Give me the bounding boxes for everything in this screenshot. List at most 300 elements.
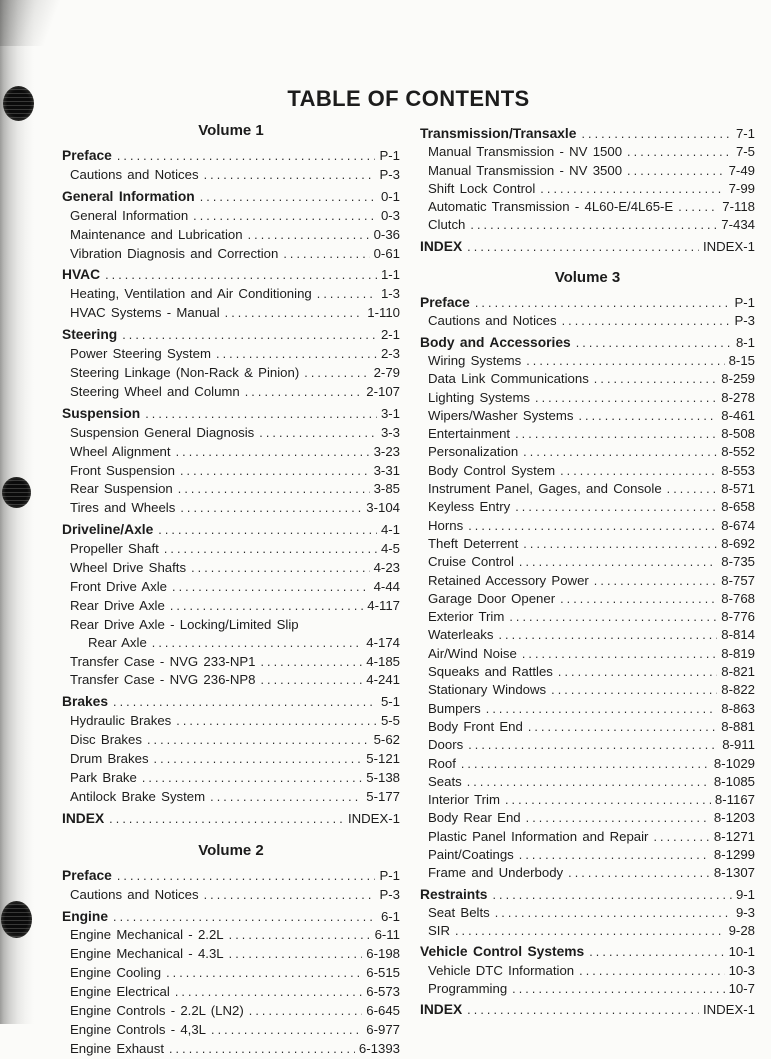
dot-leader — [468, 518, 717, 535]
toc-page-number: 8-911 — [722, 737, 755, 753]
toc-page-number: 8-15 — [728, 352, 755, 368]
toc-page-number: 8-1307 — [713, 865, 755, 881]
toc-page-number: INDEX-1 — [347, 810, 400, 826]
toc-entry — [62, 443, 400, 462]
toc-entry — [420, 407, 755, 425]
dot-leader — [468, 737, 718, 754]
toc-page-number: 3-85 — [373, 481, 400, 497]
toc-section-heading — [62, 326, 400, 345]
dot-leader — [216, 346, 377, 364]
toc-entry — [62, 245, 400, 264]
toc-entry — [420, 846, 755, 864]
toc-section-heading — [62, 867, 400, 886]
toc-page-number: 9-3 — [735, 904, 755, 920]
toc-entry — [62, 424, 400, 443]
dot-leader — [304, 365, 369, 383]
toc-entry-label: Steering Wheel and Column — [70, 383, 240, 399]
toc-page-number: 8-863 — [721, 700, 755, 716]
toc-entry-label: Plastic Panel Information and Repair — [428, 828, 649, 844]
toc-page-number: 8-1085 — [713, 773, 755, 789]
toc-entry — [420, 809, 755, 827]
toc-entry-label: Wipers/Washer Systems — [428, 407, 574, 423]
toc-entry — [62, 788, 400, 807]
toc-entry — [420, 143, 755, 161]
toc-section — [420, 238, 755, 256]
toc-entry-label: Engine Controls - 2.2L (LN2) — [70, 1003, 244, 1019]
toc-entry-label: Programming — [428, 981, 508, 997]
dot-leader — [562, 313, 731, 330]
toc-entry — [62, 166, 400, 185]
dot-leader — [519, 847, 710, 864]
dot-leader — [475, 295, 731, 312]
dot-leader — [581, 126, 731, 143]
toc-entry — [62, 364, 400, 383]
toc-page-number: P-1 — [379, 867, 400, 883]
toc-entry-label: Waterleaks — [428, 627, 494, 643]
toc-entry — [420, 773, 755, 791]
toc-page-number: P-3 — [734, 313, 755, 329]
toc-entry-label: Transfer Case - NVG 236-NP8 — [70, 672, 256, 688]
dot-leader — [589, 944, 724, 961]
toc-entry — [62, 671, 400, 690]
toc-entry-label: Preface — [62, 148, 112, 163]
toc-entry-label: Exterior Trim — [428, 609, 505, 625]
toc-entry — [62, 597, 400, 616]
toc-entry-label: Engine Cooling — [70, 965, 162, 981]
toc-entry-label: INDEX — [62, 810, 105, 826]
toc-entry — [420, 553, 755, 571]
toc-entry-label: Seat Belts — [428, 904, 490, 920]
dot-leader — [105, 267, 377, 285]
toc-entry — [62, 945, 400, 964]
toc-page-number: 5-62 — [373, 732, 400, 748]
toc-entry-label: Maintenance and Lubrication — [70, 226, 243, 242]
toc-page-number: 8-768 — [721, 590, 755, 606]
toc-entry — [62, 462, 400, 481]
toc-page-number: INDEX-1 — [702, 1002, 755, 1018]
volume-heading: Volume 3 — [554, 269, 621, 287]
dot-leader — [172, 579, 370, 597]
toc-entry — [420, 755, 755, 773]
toc-page-number: 4-174 — [366, 634, 400, 650]
toc-entry — [420, 352, 755, 370]
dot-leader — [117, 868, 376, 886]
dot-leader — [653, 829, 709, 846]
toc-entry — [420, 425, 755, 443]
toc-entry-label: Preface — [420, 295, 470, 311]
dot-leader — [180, 500, 362, 518]
toc-entry — [420, 162, 755, 180]
toc-page-number: 6-515 — [366, 965, 400, 981]
toc-page-number: 8-757 — [721, 572, 755, 588]
toc-entry — [62, 926, 400, 945]
dot-leader — [113, 694, 377, 712]
dot-leader — [117, 148, 376, 166]
toc-entry-label: Rear Drive Axle — [70, 597, 165, 613]
dot-leader — [522, 646, 717, 663]
toc-entry-label: SIR — [428, 923, 450, 939]
dot-leader — [523, 536, 717, 553]
toc-entry-label: Body Front End — [428, 718, 523, 734]
dot-leader — [145, 406, 377, 424]
toc-page-number: P-3 — [379, 886, 400, 902]
dot-leader — [515, 499, 717, 516]
dot-leader — [113, 909, 377, 927]
toc-entry-continuation — [62, 634, 400, 653]
toc-entry-label: Bumpers — [428, 700, 481, 716]
toc-section-heading — [420, 125, 755, 143]
toc-entry — [62, 886, 400, 905]
toc-entry-label: Transfer Case - NVG 233-NP1 — [70, 653, 256, 669]
toc-page-number: 5-177 — [366, 788, 400, 804]
toc-page-number: 8-692 — [721, 535, 755, 551]
toc-entry-label: Garage Door Opener — [428, 590, 556, 606]
toc-entry-label: Doors — [428, 737, 464, 753]
toc-entry — [420, 535, 755, 553]
toc-section — [420, 294, 755, 331]
toc-page-number: 1-3 — [380, 286, 400, 302]
dot-leader — [152, 635, 362, 653]
toc-entry-label: INDEX — [420, 1002, 463, 1018]
dot-leader — [169, 1041, 355, 1059]
toc-section — [62, 326, 400, 402]
dot-leader — [515, 426, 717, 443]
toc-section — [62, 521, 400, 690]
dot-leader — [176, 444, 370, 462]
toc-page-number: 8-776 — [721, 609, 755, 625]
toc-entry-label: Brakes — [62, 694, 109, 710]
toc-entry-label: Suspension — [62, 405, 141, 421]
toc-entry — [62, 226, 400, 245]
toc-page-number: P-1 — [379, 148, 400, 163]
toc-section-heading — [62, 693, 400, 712]
toc-entry-label: Clutch — [428, 217, 466, 233]
toc-page-number: 3-3 — [380, 424, 400, 440]
toc-page-number: 4-241 — [366, 672, 400, 688]
toc-entry — [420, 645, 755, 663]
dot-leader — [551, 682, 717, 699]
toc-entry — [420, 736, 755, 754]
toc-page-number: 1-110 — [367, 305, 400, 321]
toc-entry-label: Vehicle Control Systems — [420, 944, 585, 960]
toc-page-number: 0-3 — [380, 207, 400, 223]
toc-entry — [420, 904, 755, 922]
toc-page-number: 6-645 — [366, 1003, 400, 1019]
dot-leader — [523, 444, 717, 461]
toc-entry-label: Disc Brakes — [70, 732, 142, 748]
toc-page-number: 8-1299 — [713, 846, 755, 862]
toc-section-heading — [420, 238, 755, 256]
toc-entry-label: Interior Trim — [428, 792, 500, 808]
toc-entry-label: Hydraulic Brakes — [70, 713, 172, 729]
toc-page-number: 8-553 — [721, 462, 755, 478]
dot-leader — [283, 246, 369, 264]
dot-leader — [109, 811, 344, 829]
toc-section-heading — [62, 405, 400, 424]
dot-leader — [260, 654, 362, 672]
toc-section — [62, 867, 400, 905]
toc-page-number: 8-735 — [721, 554, 755, 570]
toc-page-number: 8-1 — [735, 334, 755, 350]
toc-entry-label: Lighting Systems — [428, 389, 531, 405]
toc-entry-label: Seats — [428, 773, 462, 789]
toc-entry — [62, 964, 400, 983]
dot-leader — [540, 181, 724, 198]
toc-page-number: 8-508 — [721, 426, 755, 442]
dot-leader — [210, 789, 362, 807]
toc-entry-label: Tires and Wheels — [70, 500, 176, 516]
toc-entry — [420, 480, 755, 498]
toc-entry-label: HVAC — [62, 267, 101, 283]
dot-leader — [526, 353, 724, 370]
toc-entry-label: Wiring Systems — [428, 352, 522, 368]
toc-entry — [420, 216, 755, 234]
toc-page-number: 2-3 — [380, 346, 400, 362]
toc-entry — [420, 370, 755, 388]
toc-section — [62, 810, 400, 829]
toc-page-number: 2-107 — [366, 383, 400, 399]
dot-leader — [498, 627, 717, 644]
toc-entry-label: Stationary Windows — [428, 682, 547, 698]
toc-section — [62, 693, 400, 806]
toc-page-number: 8-461 — [721, 407, 755, 423]
dot-leader — [178, 481, 370, 499]
toc-entry-label: Air/Wind Noise — [428, 645, 517, 661]
toc-page-number: 5-121 — [366, 751, 400, 767]
dot-leader — [164, 541, 377, 559]
toc-entry-label: Theft Deterrent — [428, 535, 519, 551]
toc-entry — [62, 559, 400, 578]
toc-entry — [420, 980, 755, 998]
toc-page-number: 7-434 — [721, 217, 755, 233]
dot-leader — [492, 887, 731, 904]
toc-section-heading — [62, 188, 400, 207]
toc-entry-label: Engine Controls - 4,3L — [70, 1021, 207, 1037]
toc-entry-label: Engine Mechanical - 4.3L — [70, 946, 224, 962]
toc-entry-label: Frame and Underbody — [428, 865, 564, 881]
toc-entry-label: Body Rear End — [428, 810, 521, 826]
dot-leader — [461, 756, 710, 773]
toc-page-number: 9-1 — [735, 886, 755, 902]
toc-entry-label: Shift Lock Control — [428, 180, 536, 196]
dot-leader — [154, 751, 363, 769]
toc-entry — [62, 750, 400, 769]
toc-entry — [420, 517, 755, 535]
toc-entry — [62, 731, 400, 750]
toc-page-number: 3-31 — [373, 462, 400, 478]
toc-page-number: 3-23 — [373, 443, 400, 459]
dot-leader — [158, 522, 377, 540]
toc-entry-label: Heating, Ventilation and Air Conditioning — [70, 286, 312, 302]
toc-entry — [62, 540, 400, 559]
dot-leader — [193, 208, 377, 226]
toc-page-number: 6-977 — [366, 1021, 400, 1037]
dot-leader — [470, 217, 717, 234]
toc-entry-label: Cautions and Notices — [70, 166, 199, 182]
dot-leader — [594, 371, 717, 388]
toc-entry — [420, 962, 755, 980]
toc-entry — [62, 983, 400, 1002]
toc-entry — [420, 312, 755, 330]
toc-entry-label: Power Steering System — [70, 346, 211, 362]
toc-entry — [420, 198, 755, 216]
toc-entry-label: Manual Transmission - NV 1500 — [428, 144, 623, 160]
toc-entry-label: Keyless Entry — [428, 499, 511, 515]
toc-entry-label: HVAC Systems - Manual — [70, 305, 220, 321]
toc-page-number: 1-1 — [380, 267, 400, 283]
toc-page-number: 8-552 — [721, 444, 755, 460]
toc-page-number: P-1 — [734, 295, 755, 311]
toc-page-number: 7-99 — [728, 180, 755, 196]
toc-page-number: 6-1 — [380, 908, 400, 924]
toc-entry — [62, 345, 400, 364]
toc-section-heading — [62, 521, 400, 540]
toc-entry-label: Horns — [428, 517, 464, 533]
toc-page-number: 8-1029 — [713, 755, 755, 771]
toc-section — [420, 886, 755, 941]
toc-page-number: 4-5 — [380, 541, 400, 557]
dot-leader — [467, 1002, 699, 1019]
dot-leader — [535, 390, 717, 407]
toc-entry — [62, 480, 400, 499]
toc-column-left — [62, 122, 400, 1059]
toc-page-number: 10-7 — [728, 981, 755, 997]
toc-entry-label: Propeller Shaft — [70, 541, 159, 557]
toc-entry-label: Transmission/Transaxle — [420, 126, 577, 141]
toc-entry-label: Engine Mechanical - 2.2L — [70, 927, 224, 943]
toc-entry — [420, 498, 755, 516]
toc-entry — [62, 383, 400, 402]
toc-entry-label: Wheel Drive Shafts — [70, 560, 187, 576]
toc-entry-label: Preface — [62, 867, 112, 883]
toc-entry-label: Cautions and Notices — [428, 313, 557, 329]
toc-page-number: 8-881 — [721, 718, 755, 734]
toc-entry-label: Cruise Control — [428, 554, 514, 570]
toc-page-number: 8-1167 — [714, 792, 755, 808]
toc-entry-label: Personalization — [428, 444, 519, 460]
toc-section — [62, 908, 400, 1059]
toc-entry — [62, 616, 400, 634]
toc-page-number: 8-819 — [721, 645, 755, 661]
toc-entry — [420, 180, 755, 198]
toc-entry-label: Rear Axle — [88, 634, 147, 650]
toc-entry-label: General Information — [62, 188, 195, 204]
toc-page-number: 6-11 — [374, 927, 400, 943]
toc-section-heading — [420, 886, 755, 904]
dot-leader — [467, 774, 710, 791]
toc-page-number: 8-1203 — [713, 810, 755, 826]
toc-section-heading — [62, 266, 400, 285]
dot-leader — [558, 664, 717, 681]
toc-section-heading — [420, 1001, 755, 1019]
toc-page-number: 8-674 — [721, 517, 755, 533]
toc-entry — [62, 304, 400, 323]
dot-leader — [249, 1003, 362, 1021]
toc-entry-label: Park Brake — [70, 770, 137, 785]
toc-section — [420, 334, 755, 883]
toc-page-number: 8-1271 — [713, 828, 755, 844]
dot-leader — [519, 554, 717, 571]
toc-entry — [62, 285, 400, 304]
toc-page-number: 8-259 — [721, 371, 755, 387]
toc-section-heading — [420, 943, 755, 961]
dot-leader — [211, 1022, 362, 1040]
toc-entry — [420, 572, 755, 590]
dot-leader — [248, 227, 370, 245]
dot-leader — [509, 609, 717, 626]
dot-leader — [594, 573, 717, 590]
toc-section-heading — [62, 147, 400, 166]
toc-entry-label: Engine Electrical — [70, 984, 170, 1000]
dot-leader — [260, 672, 362, 690]
toc-page-number: 8-821 — [721, 664, 755, 680]
toc-entry-label: Instrument Panel, Gages, and Console — [428, 481, 662, 497]
toc-section — [62, 266, 400, 323]
toc-entry-label: Paint/Coatings — [428, 846, 514, 862]
toc-entry-label: Retained Accessory Power — [428, 572, 589, 588]
toc-entry-label: INDEX — [420, 238, 463, 254]
dot-leader — [560, 591, 717, 608]
dot-leader — [317, 286, 377, 304]
toc-entry-label: Engine — [62, 908, 108, 924]
toc-section-heading — [420, 334, 755, 352]
toc-entry-label: Engine Exhaust — [70, 1040, 164, 1056]
dot-leader — [486, 701, 717, 718]
toc-page-number: 5-138 — [366, 770, 400, 785]
toc-entry — [420, 626, 755, 644]
toc-entry-label: Automatic Transmission - 4L60-E/4L65-E — [428, 199, 674, 215]
dot-leader — [142, 770, 362, 788]
toc-entry — [62, 712, 400, 731]
dot-leader — [576, 335, 732, 352]
dot-leader — [200, 189, 377, 207]
toc-entry-label: Restraints — [420, 886, 488, 902]
toc-entry-label: Entertainment — [428, 426, 511, 442]
dot-leader — [568, 865, 710, 882]
toc-page-number: 8-822 — [721, 682, 755, 698]
toc-section — [420, 125, 755, 235]
toc-page-number: 8-658 — [721, 499, 755, 515]
dot-leader — [560, 463, 717, 480]
toc-entry — [420, 443, 755, 461]
toc-entry-label: Vehicle DTC Information — [428, 962, 575, 978]
toc-entry — [420, 663, 755, 681]
toc-entry — [420, 791, 755, 809]
toc-page-number: 10-3 — [728, 962, 755, 978]
toc-entry — [62, 578, 400, 597]
volume-heading: Volume 2 — [198, 841, 264, 859]
toc-entry-label: Body Control System — [428, 462, 556, 478]
toc-entry-label: Suspension General Diagnosis — [70, 424, 255, 440]
toc-entry-label: Driveline/Axle — [62, 522, 154, 538]
toc-page-number: 6-573 — [366, 984, 400, 1000]
dot-leader — [166, 965, 362, 983]
toc-entry — [62, 499, 400, 518]
dot-leader — [176, 713, 377, 731]
toc-entry-label: Front Suspension — [70, 462, 175, 478]
toc-page-number: 7-1 — [735, 126, 755, 141]
toc-page-number: 4-44 — [373, 578, 400, 594]
toc-page-number: 8-278 — [721, 389, 755, 405]
toc-entry — [420, 922, 755, 940]
toc-page-number: 6-1393 — [358, 1040, 400, 1056]
toc-page-number: P-3 — [379, 166, 400, 182]
toc-entry — [420, 608, 755, 626]
toc-page-number: 7-49 — [728, 162, 755, 178]
toc-section-heading — [420, 294, 755, 312]
toc-entry-label: Vibration Diagnosis and Correction — [70, 245, 279, 261]
toc-section — [420, 1001, 755, 1019]
